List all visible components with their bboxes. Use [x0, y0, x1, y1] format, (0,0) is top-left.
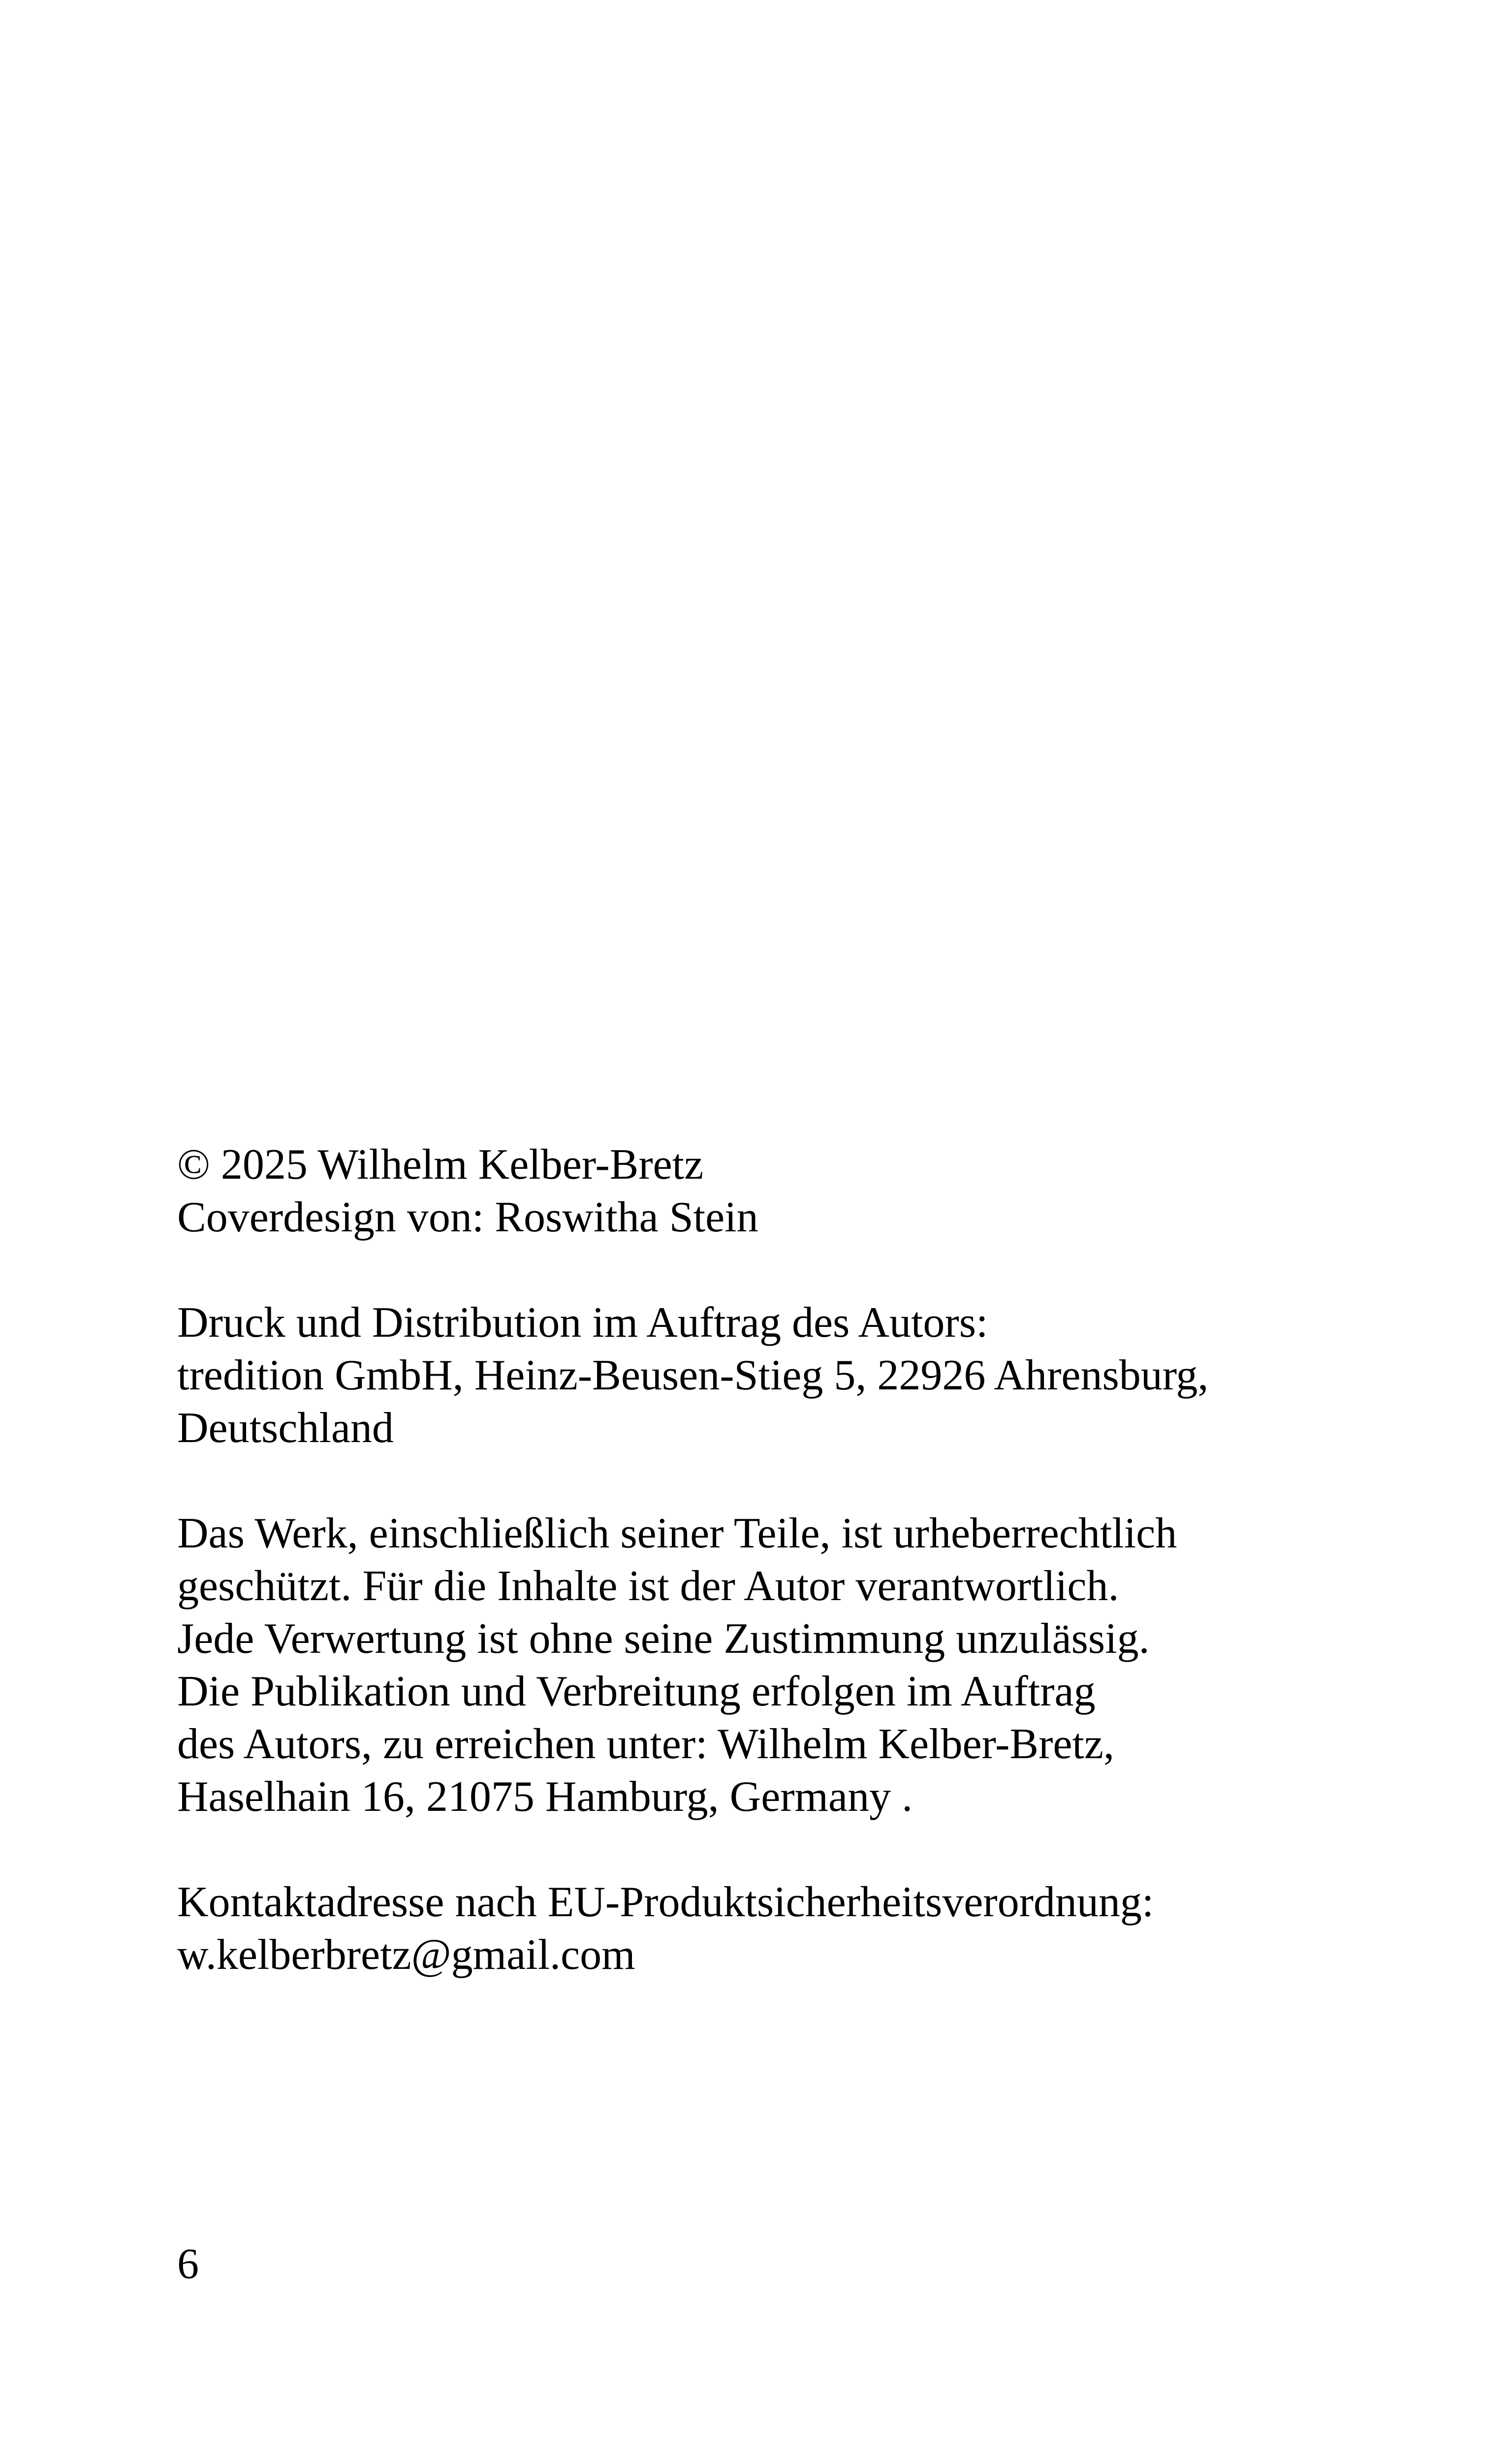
copyright-line: © 2025 Wilhelm Kelber-Bretz: [177, 1141, 704, 1189]
printing-line-1: Druck und Distribution im Auftrag des Autors:: [177, 1299, 988, 1347]
rights-line-6: Haselhain 16, 21075 Hamburg, Germany .: [177, 1773, 913, 1821]
cover-design-line: Coverdesign von: Roswitha Stein: [177, 1193, 758, 1241]
rights-line-5: des Autors, zu erreichen unter: Wilhelm Kelber-Bretz,: [177, 1720, 1114, 1768]
imprint-block: [177, 1138, 1408, 1981]
paragraph-spacer: [177, 1244, 1408, 1296]
rights-line-2: geschützt. Für die Inhalte ist der Autor verantwortlich.: [177, 1562, 1119, 1610]
rights-line-1: Das Werk, einschließlich seiner Teile, ist urheberrechtlich: [177, 1510, 1177, 1557]
page-number: 6: [177, 2240, 199, 2288]
contact-email[interactable]: w.kelberbretz@gmail.com: [177, 1931, 635, 1979]
printing-line-2: tredition GmbH, Heinz-Beusen-Stieg 5, 22926 Ahrensburg,: [177, 1351, 1209, 1399]
rights-line-4: Die Publikation und Verbreitung erfolgen im Auftrag: [177, 1668, 1096, 1715]
paragraph-spacer: [177, 1454, 1408, 1507]
printing-line-3: Deutschland: [177, 1404, 394, 1452]
paragraph-spacer: [177, 1823, 1408, 1876]
contact-line: Kontaktadresse nach EU-Produktsicherheitsverordnung:: [177, 1878, 1154, 1926]
rights-line-3: Jede Verwertung ist ohne seine Zustimmung unzulässig.: [177, 1615, 1150, 1663]
